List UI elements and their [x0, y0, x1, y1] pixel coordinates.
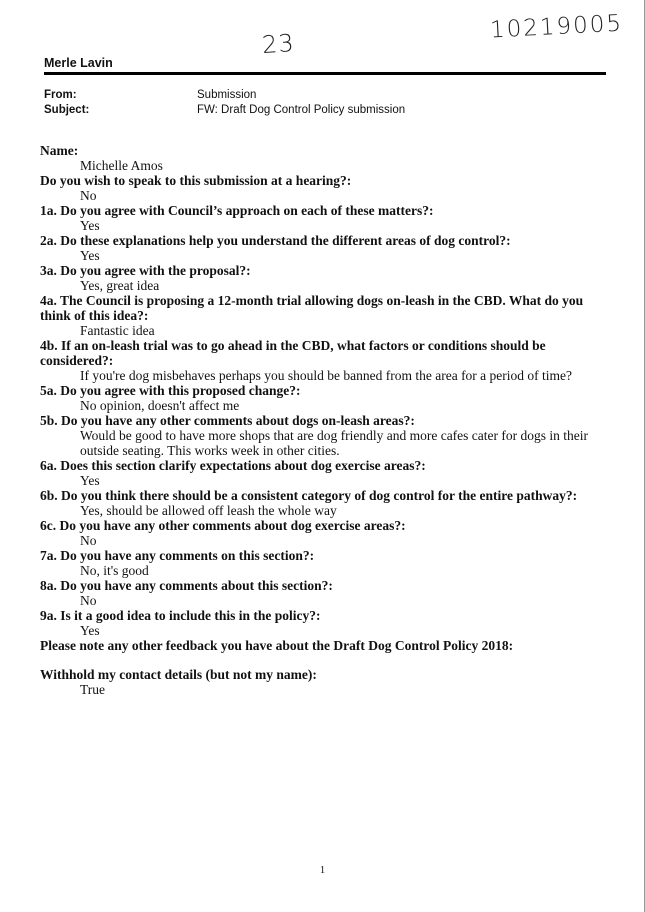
- form-item: [40, 578, 606, 608]
- subject-value: FW: Draft Dog Control Policy submission: [197, 104, 406, 116]
- email-meta: [44, 88, 405, 118]
- answer: No: [80, 593, 97, 608]
- form-item: [40, 518, 606, 548]
- question: 2a. Do these explanations help you understand the different areas of dog control?:: [40, 233, 511, 248]
- withhold-answer: True: [80, 682, 106, 697]
- handwritten-number: 23: [261, 28, 296, 60]
- form-item: [40, 233, 606, 263]
- question: 9a. Is it a good idea to include this in the policy?:: [40, 608, 321, 623]
- form-item: [40, 458, 606, 488]
- answer: Yes: [80, 473, 100, 488]
- answer: Fantastic idea: [80, 323, 155, 338]
- header-divider: [44, 72, 606, 75]
- question: 6a. Does this section clarify expectations about dog exercise areas?:: [40, 458, 426, 473]
- form-item: [40, 203, 606, 233]
- form-item: [40, 548, 606, 578]
- withhold-question: Withhold my contact details (but not my name):: [40, 667, 317, 682]
- question: 4a. The Council is proposing a 12-month trial allowing dogs on-leash in the CBD. What do you think of this idea?:: [40, 293, 584, 323]
- answer: Yes: [80, 248, 100, 263]
- answer: Yes, should be allowed off leash the whole way: [80, 503, 337, 518]
- email-author: Merle Lavin: [44, 56, 113, 70]
- answer: No: [80, 533, 97, 548]
- form-item: [40, 413, 606, 458]
- answer: Michelle Amos: [80, 158, 163, 173]
- question: Do you wish to speak to this submission at a hearing?:: [40, 173, 352, 188]
- form-item: [40, 263, 606, 293]
- form-item: [40, 608, 606, 638]
- question: 8a. Do you have any comments about this section?:: [40, 578, 333, 593]
- from-value: Submission: [197, 89, 257, 101]
- form-item: [40, 338, 606, 383]
- page-number: 1: [319, 865, 326, 876]
- answer: No opinion, doesn't affect me: [80, 398, 240, 413]
- answer: If you're dog misbehaves perhaps you should be banned from the area for a period of time?: [80, 368, 573, 383]
- answer: Yes: [80, 218, 100, 233]
- subject-label: Subject:: [44, 104, 90, 116]
- feedback-question: Please note any other feedback you have about the Draft Dog Control Policy 2018:: [40, 638, 514, 653]
- form-item: [40, 293, 606, 338]
- handwritten-document-id: 10219005: [489, 10, 624, 44]
- question: 5b. Do you have any other comments about dogs on-leash areas?:: [40, 413, 415, 428]
- feedback-blank: [40, 653, 606, 667]
- question: 3a. Do you agree with the proposal?:: [40, 263, 251, 278]
- question: 6b. Do you think there should be a consistent category of dog control for the entire pathway?:: [40, 488, 578, 503]
- form-item: [40, 173, 606, 203]
- question: Name:: [40, 143, 79, 158]
- answer: Yes, great idea: [80, 278, 160, 293]
- answer: Yes: [80, 623, 100, 638]
- question: 5a. Do you agree with this proposed change?:: [40, 383, 301, 398]
- form-item: [40, 143, 606, 173]
- question: 1a. Do you agree with Council’s approach on each of these matters?:: [40, 203, 434, 218]
- answer: No, it's good: [80, 563, 149, 578]
- from-row: [44, 88, 405, 103]
- form-item: [40, 488, 606, 518]
- answer: No: [80, 188, 97, 203]
- form-item: [40, 383, 606, 413]
- subject-row: [44, 103, 405, 118]
- question: 4b. If an on-leash trial was to go ahead in the CBD, what factors or conditions should be considered?:: [40, 338, 546, 368]
- submission-form: [40, 143, 606, 697]
- from-label: From:: [44, 89, 77, 101]
- question: 6c. Do you have any other comments about dog exercise areas?:: [40, 518, 406, 533]
- answer: Would be good to have more shops that are dog friendly and more cafes cater for dogs in their outside seating. This works week in other cities.: [80, 428, 589, 458]
- question: 7a. Do you have any comments on this section?:: [40, 548, 315, 563]
